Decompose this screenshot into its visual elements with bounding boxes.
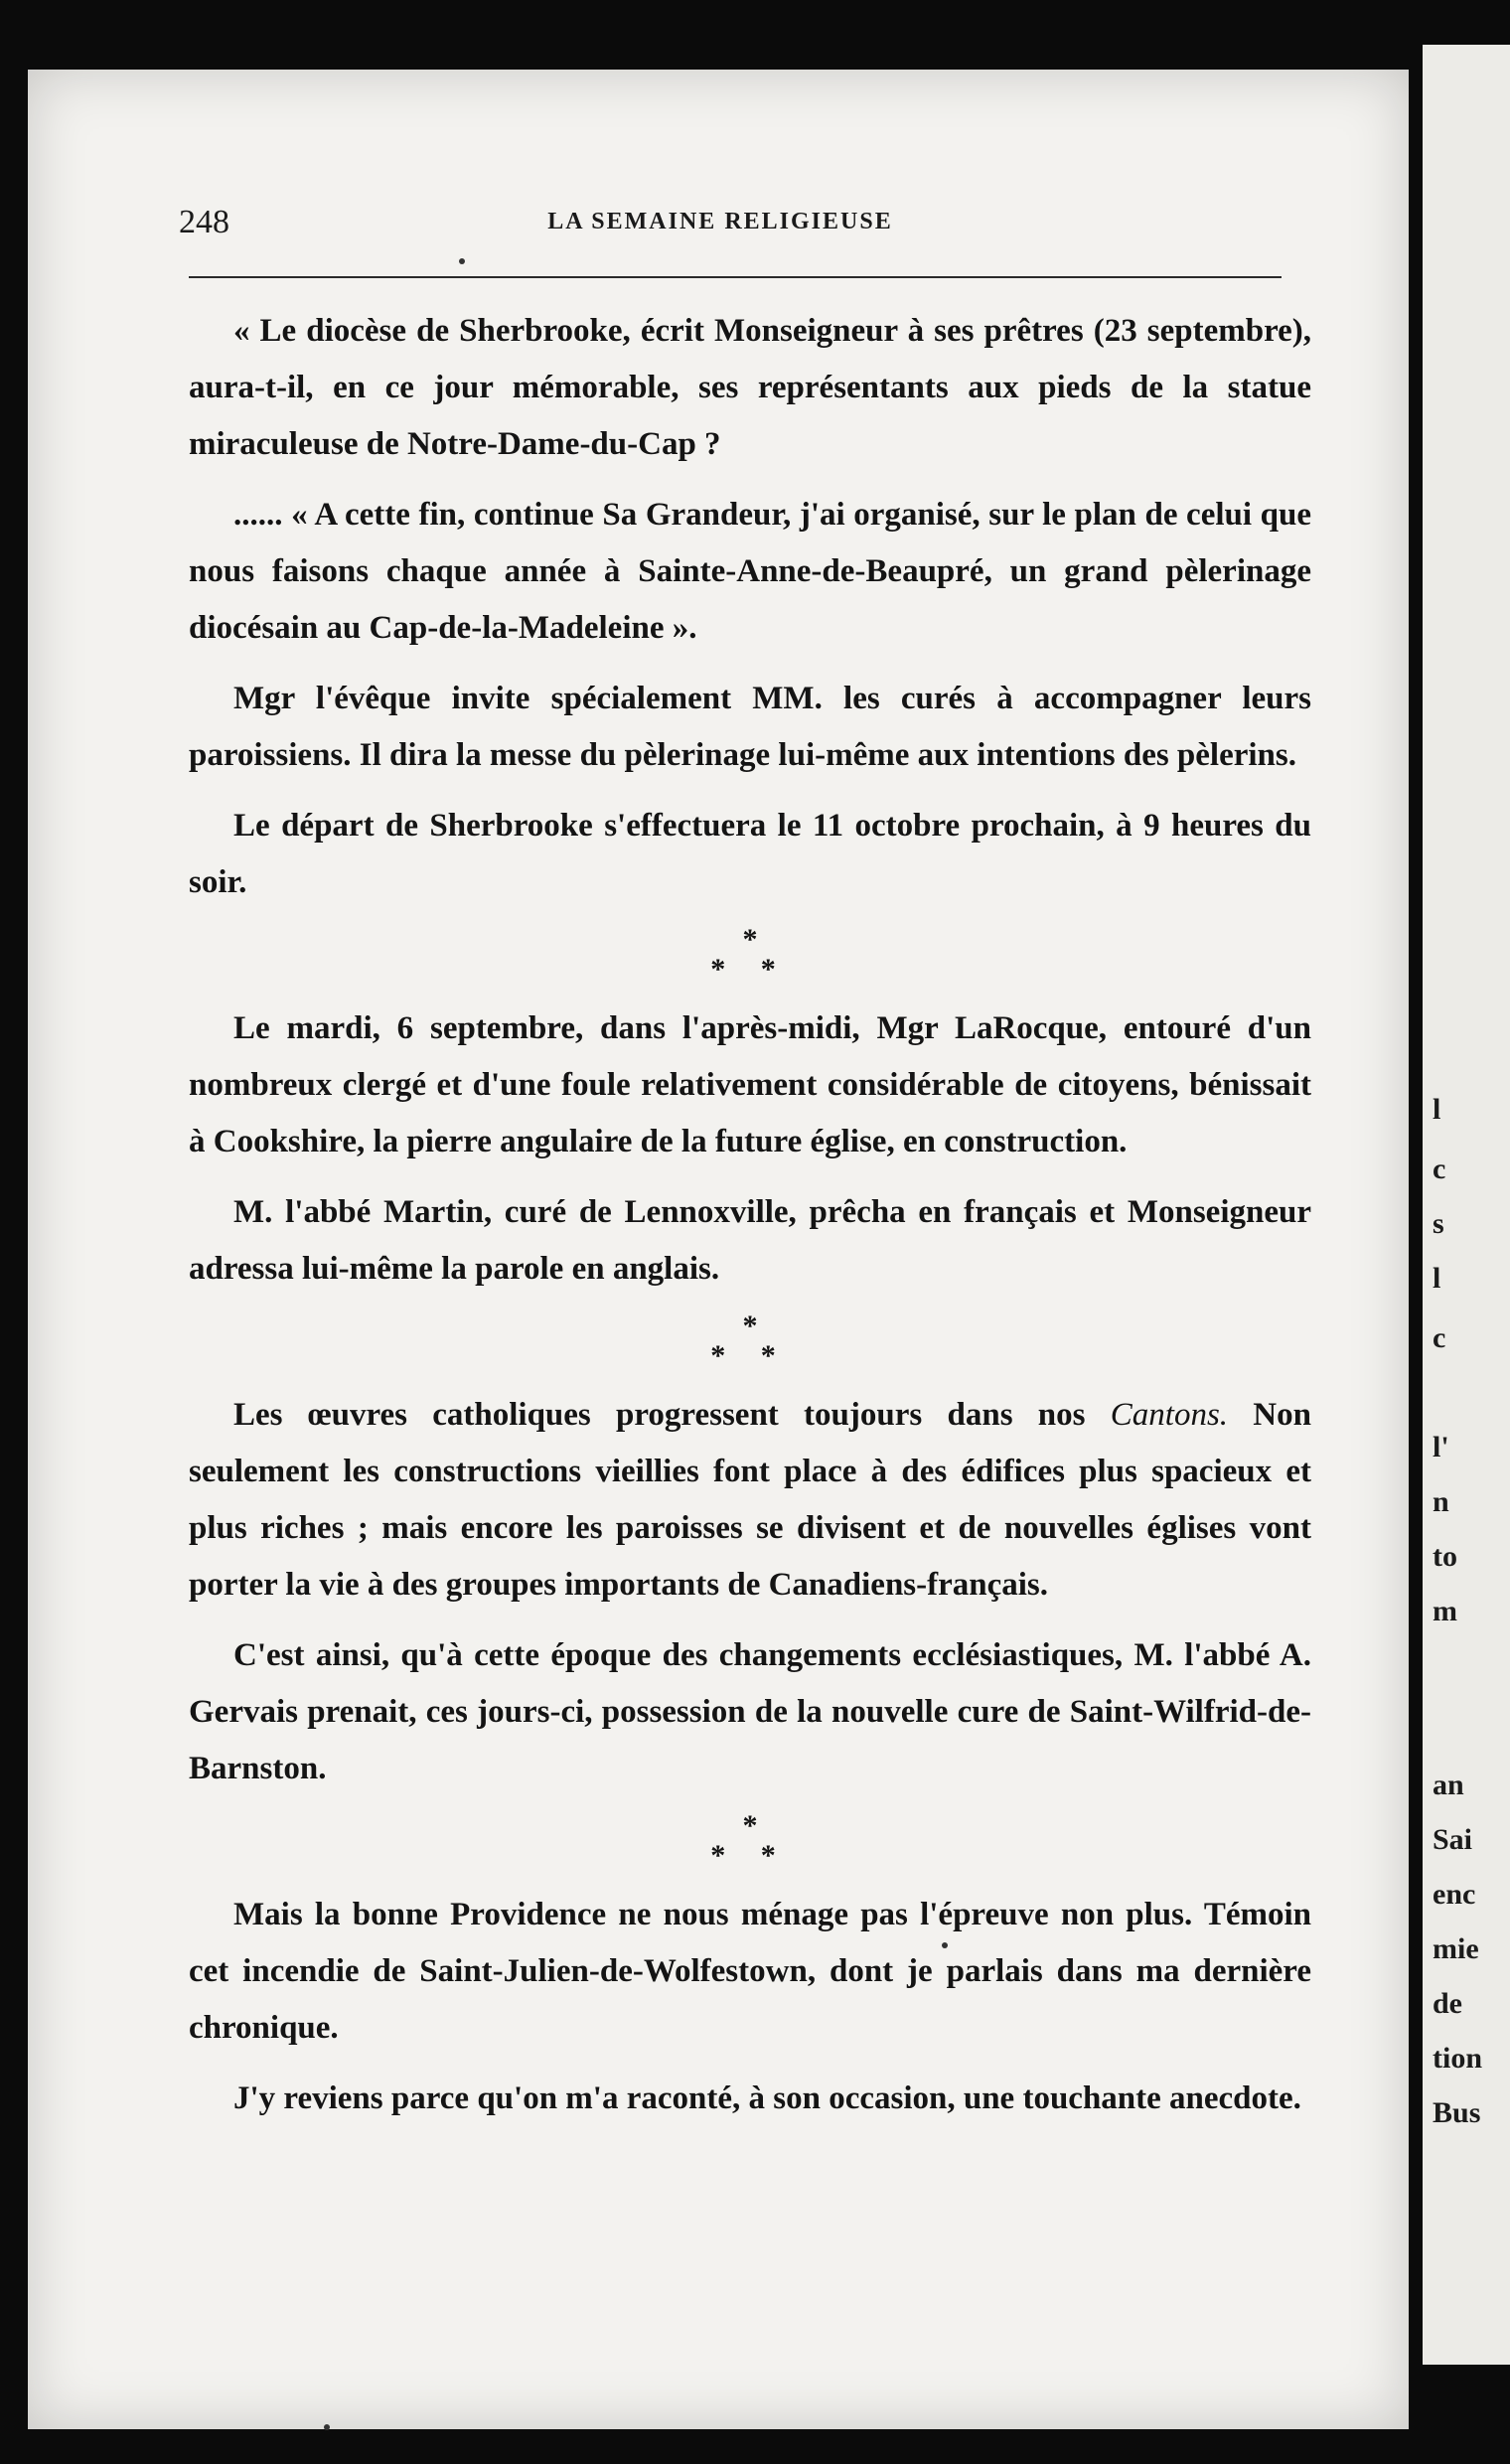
- separator-stars-bottom: * *: [710, 1339, 790, 1372]
- paragraph: C'est ainsi, qu'à cette époque des changements ecclésiastiques, M. l'abbé A. Gervais prenait, ces jours-ci, possession de la nouvelle cure de Saint-Wilfrid-de-Barnston.: [189, 1637, 1311, 1786]
- separator-stars-bottom: * *: [710, 1839, 790, 1872]
- header-rule: [189, 276, 1282, 278]
- paragraph: Le mardi, 6 septembre, dans l'après-midi, Mgr LaRocque, entouré d'un nombreux clergé et d'une foule relativement considérable de citoyens, bénissait à Cookshire, la pierre angulaire de la future église, en construction.: [189, 1010, 1311, 1159]
- paragraph: « Le diocèse de Sherbrooke, écrit Monseigneur à ses prêtres (23 septembre), aura-t-il, en ce jour mémorable, ses représentants aux pieds de la statue miraculeuse de Notre-Dame-du-Cap ?: [189, 313, 1311, 462]
- page-number: 248: [179, 204, 229, 240]
- facing-page-fragment: n: [1433, 1485, 1449, 1518]
- facing-page-fragment: to: [1433, 1540, 1457, 1573]
- print-speck: [459, 258, 465, 264]
- separator-stars-bottom: * *: [710, 953, 790, 986]
- facing-page-fragment: an: [1433, 1769, 1464, 1801]
- facing-page-fragment: mie: [1433, 1932, 1479, 1965]
- paragraph: Mais la bonne Providence ne nous ménage pas l'épreuve non plus. Témoin cet incendie de Saint-Julien-de-Wolfestown, dont je parlais dans ma dernière chronique.: [189, 1897, 1311, 2046]
- section-separator: [189, 1809, 1311, 1872]
- paragraph: M. l'abbé Martin, curé de Lennoxville, prêcha en français et Monseigneur adressa lui-même la parole en anglais.: [189, 1194, 1311, 1287]
- facing-page-fragment: c: [1433, 1321, 1446, 1354]
- italic-word: Cantons.: [1110, 1397, 1229, 1433]
- facing-page-fragment: l: [1433, 1093, 1441, 1126]
- print-speck: [942, 1942, 948, 1948]
- paragraph-text: Non seulement les constructions vieillies font place à des édifices plus spacieux et plus riches ; mais encore les paroisses se divisent et de nouvelles églises vont porter la vie à des groupes importants de Canadiens-français.: [189, 1397, 1311, 1603]
- facing-page-fragment: l: [1433, 1262, 1441, 1295]
- facing-page-fragment: c: [1433, 1153, 1446, 1185]
- separator-star-top: *: [742, 1309, 758, 1342]
- separator-star-top: *: [742, 1809, 758, 1842]
- separator-star-top: *: [742, 923, 758, 956]
- paragraph: ...... « A cette fin, continue Sa Grandeur, j'ai organisé, sur le plan de celui que nous faisons chaque année à Sainte-Anne-de-Beaupré, un grand pèlerinage diocésain au Cap-de-la-Madeleine ».: [189, 497, 1311, 646]
- facing-page-fragment: de: [1433, 1987, 1462, 2020]
- facing-page-fragment: s: [1433, 1207, 1444, 1240]
- article-body: [189, 303, 1311, 2141]
- facing-page-fragment: m: [1433, 1595, 1457, 1627]
- facing-page-fragment: l': [1433, 1431, 1449, 1463]
- facing-page-edge: [1423, 45, 1510, 2365]
- facing-page-fragment: Bus: [1433, 2096, 1481, 2129]
- paragraph-text: Les œuvres catholiques progressent toujours dans nos: [233, 1397, 1111, 1433]
- paragraph: J'y reviens parce qu'on m'a raconté, à son occasion, une touchante anecdote.: [233, 2080, 1301, 2116]
- paragraph: Le départ de Sherbrooke s'effectuera le 11 octobre prochain, à 9 heures du soir.: [189, 808, 1311, 900]
- print-speck: [324, 2424, 330, 2430]
- section-separator: [189, 923, 1311, 986]
- paragraph: Mgr l'évêque invite spécialement MM. les curés à accompagner leurs paroissiens. Il dira la messe du pèlerinage lui-même aux intentions des pèlerins.: [189, 681, 1311, 773]
- running-title: LA SEMAINE RELIGIEUSE: [547, 209, 893, 234]
- facing-page-fragment: enc: [1433, 1878, 1476, 1911]
- facing-page-fragment: Sai: [1433, 1823, 1473, 1856]
- paragraph: [189, 1387, 1311, 1614]
- section-separator: [189, 1309, 1311, 1372]
- facing-page-fragment: tion: [1433, 2042, 1483, 2075]
